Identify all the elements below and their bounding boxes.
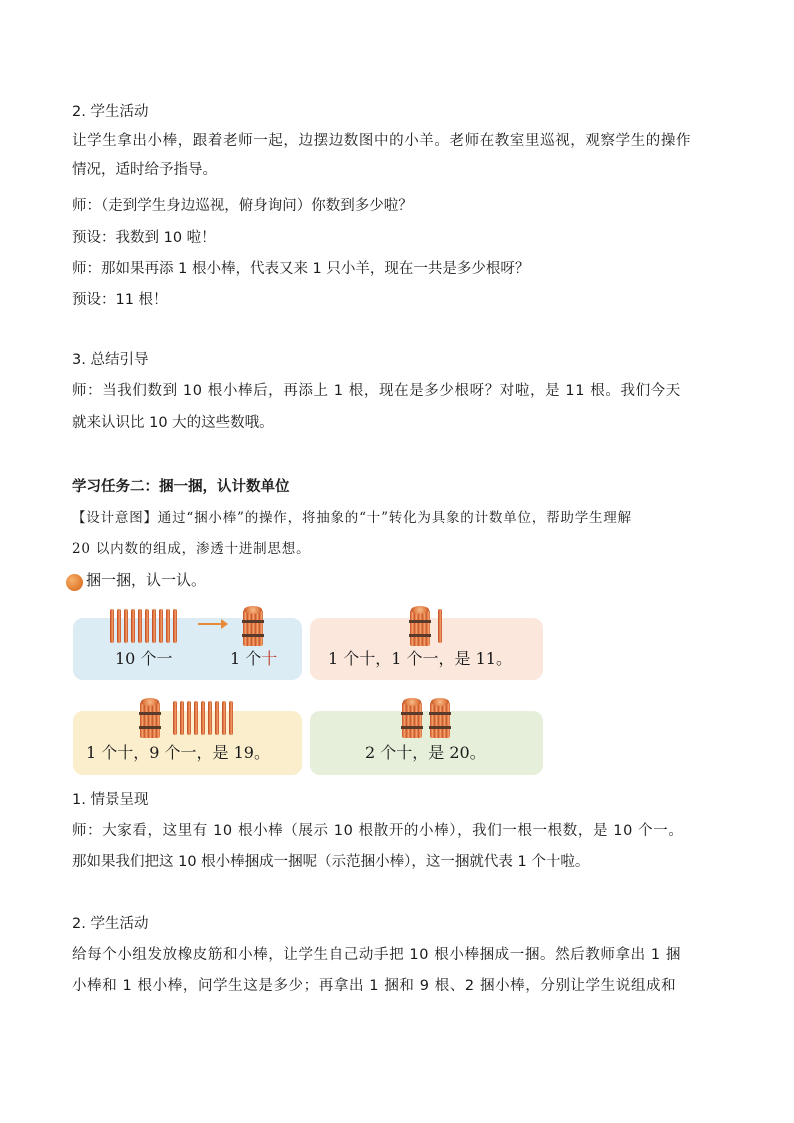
stick-bundle-icon <box>430 698 450 738</box>
paragraph-line: 就来认识比 10 大的这些数哦。 <box>72 415 274 431</box>
single-stick-icon <box>173 609 177 643</box>
dialog-line: 师：那如果再添 1 根小棒，代表又来 1 只小羊，现在一共是多少根呀？ <box>72 261 530 277</box>
section-heading-student-activity: 2. 学生活动 <box>72 104 149 120</box>
single-stick-icon <box>159 609 163 643</box>
stick-bundle-icon <box>243 606 263 646</box>
single-stick-icon <box>229 701 233 735</box>
bundle-sticks-illustration <box>60 568 560 783</box>
paragraph-line: 师：当我们数到 10 根小棒后，再添上 1 根，现在是多少根呀？对啦，是 11 根。我们今天 <box>72 383 681 399</box>
paragraph-line: 小棒和 1 根小棒，问学生这是多少；再拿出 1 捆和 9 根、2 捆小棒，分别让学生说组成和 <box>72 978 677 994</box>
task-title: 学习任务二：捆一捆，认计数单位 <box>72 479 290 495</box>
illustration-title: 捆一捆，认一认。 <box>86 571 207 589</box>
dialog-line: 预设：11 根！ <box>72 292 168 308</box>
caption-twenty: 2 个十，是 20。 <box>365 743 486 762</box>
single-stick-icon <box>145 609 149 643</box>
unit-ten-highlight: 十 <box>261 649 278 668</box>
caption-nineteen: 1 个十，9 个一，是 19。 <box>86 743 270 762</box>
single-stick-icon <box>138 609 142 643</box>
arrow-icon <box>198 623 222 625</box>
single-stick-icon <box>173 701 177 735</box>
paragraph-line: 那如果我们把这 10 根小棒捆成一捆呢（示范捆小棒），这一捆就代表 1 个十啦。 <box>72 854 590 870</box>
caption-ten-ones: 10 个一 <box>115 649 173 668</box>
single-stick-icon <box>152 609 156 643</box>
caption-eleven: 1 个十，1 个一，是 11。 <box>328 649 512 668</box>
design-intent-line: 20 以内数的组成，渗透十进制思想。 <box>72 541 311 557</box>
section-heading-student-activity-2: 2. 学生活动 <box>72 916 149 932</box>
caption-one-ten: 1 个十 <box>230 649 278 668</box>
single-stick-icon <box>117 609 121 643</box>
single-stick-icon <box>124 609 128 643</box>
single-stick-icon <box>187 701 191 735</box>
dialog-line: 预设：我数到 10 啦！ <box>72 230 216 246</box>
single-stick-icon <box>180 701 184 735</box>
design-intent-line: 【设计意图】通过“捆小棒”的操作，将抽象的“十”转化为具象的计数单位，帮助学生理解 <box>72 510 632 526</box>
single-stick-icon <box>131 609 135 643</box>
single-stick-icon <box>208 701 212 735</box>
section-heading-summary: 3. 总结引导 <box>72 352 149 368</box>
bullet-dot-icon <box>66 574 83 591</box>
paragraph-line: 让学生拿出小棒，跟着老师一起，边摆边数图中的小羊。老师在教室里巡视，观察学生的操作 <box>72 133 692 149</box>
dialog-line: 师：（走到学生身边巡视，俯身询问）你数到多少啦？ <box>72 198 413 214</box>
paragraph-line: 情况，适时给予指导。 <box>72 162 217 178</box>
paragraph-line: 给每个小组发放橡皮筋和小棒，让学生自己动手把 10 根小棒捆成一捆。然后教师拿出 1 捆 <box>72 947 682 963</box>
single-stick-icon <box>201 701 205 735</box>
single-stick-icon <box>215 701 219 735</box>
stick-bundle-icon <box>410 606 430 646</box>
single-stick-icon <box>194 701 198 735</box>
section-heading-scenario: 1. 情景呈现 <box>72 792 149 808</box>
single-stick-icon <box>438 609 442 643</box>
single-stick-icon <box>110 609 114 643</box>
single-stick-icon <box>166 609 170 643</box>
stick-bundle-icon <box>140 698 160 738</box>
single-stick-icon <box>222 701 226 735</box>
stick-bundle-icon <box>402 698 422 738</box>
paragraph-line: 师：大家看，这里有 10 根小棒（展示 10 根散开的小棒），我们一根一根数，是 10 个一。 <box>72 823 684 839</box>
